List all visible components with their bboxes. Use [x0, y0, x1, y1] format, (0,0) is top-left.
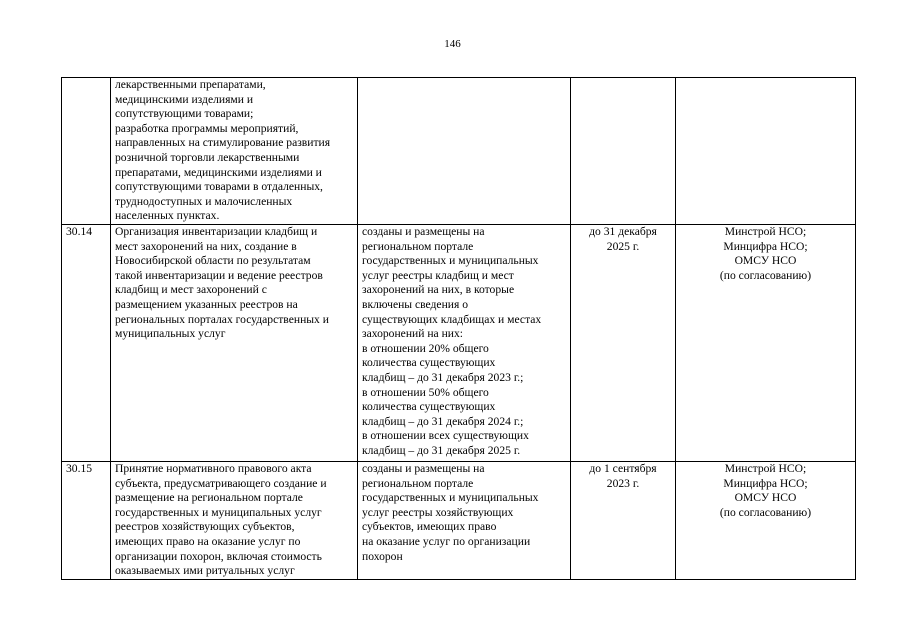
- cell-text-line: реестров хозяйствующих субъектов,: [115, 520, 295, 534]
- cell-text-line: государственных и муниципальных услуг: [115, 505, 322, 519]
- cell-deadline: [571, 225, 676, 462]
- cell-text-line: труднодоступных и малочисленных: [115, 194, 293, 208]
- cell-text-line: ОМСУ НСО: [734, 254, 797, 268]
- cell-text-line: оказываемых ими ритуальных услуг: [115, 564, 295, 578]
- cell-text-line: имеющих право на оказание услуг по: [115, 534, 301, 548]
- cell-text-line: размещением указанных реестров на: [115, 297, 298, 311]
- cell-text-line: услуг реестры кладбищ и мест: [362, 268, 514, 282]
- cell-number: [62, 225, 111, 462]
- cell-action: [111, 225, 358, 462]
- cell-text-line: Минстрой НСО;: [724, 462, 807, 475]
- cell-text-line: региональном портале: [362, 239, 474, 253]
- cell-action: [111, 462, 358, 580]
- cell-text-line: лекарственными препаратами,: [115, 78, 266, 91]
- cell-text-line: до 1 сентября: [589, 462, 657, 475]
- cell-text-line: кладбищ – до 31 декабря 2024 г.;: [362, 414, 524, 428]
- row-number: 30.14: [66, 225, 93, 238]
- cell-text-line: кладбищ – до 31 декабря 2023 г.;: [362, 370, 524, 384]
- cell-text-line: количества существующих: [362, 356, 496, 370]
- cell-text-line: сопутствующими товарами;: [115, 107, 254, 121]
- cell-text-line: в отношении 20% общего: [362, 341, 489, 355]
- cell-text-line: кладбищ – до 31 декабря 2025 г.: [362, 443, 521, 457]
- cell-text-line: разработка программы мероприятий,: [115, 121, 299, 135]
- cell-text-line: направленных на стимулирование развития: [115, 136, 331, 150]
- cell-number: [62, 462, 111, 580]
- cell-text-line: субъекта, предусматривающего создание и: [115, 476, 327, 490]
- cell-text-line: захоронений на них:: [362, 327, 464, 341]
- cell-text-line: созданы и размещены на: [362, 462, 485, 475]
- cell-text-line: Минцифра НСО;: [723, 239, 808, 253]
- cell-text-line: 2025 г.: [606, 239, 640, 253]
- cell-text-line: препаратами, медицинскими изделиями и: [115, 165, 322, 179]
- cell-text-line: захоронений на них, в которые: [362, 283, 515, 297]
- cell-text-line: такой инвентаризации и ведение реестров: [115, 268, 323, 282]
- cell-text-line: (по согласованию): [719, 505, 812, 519]
- cell-text-line: существующих кладбищах и местах: [362, 312, 542, 326]
- cell-text-line: муниципальных услуг: [115, 327, 226, 341]
- cell-deadline: [571, 78, 676, 225]
- cell-result: [358, 225, 571, 462]
- cell-text-line: кладбищ и мест захоронений с: [115, 283, 267, 297]
- cell-text-line: включены сведения о: [362, 297, 469, 311]
- cell-text-line: созданы и размещены на: [362, 225, 485, 238]
- cell-text-line: мест захоронений на них, создание в: [115, 239, 297, 253]
- cell-text-line: государственных и муниципальных: [362, 491, 539, 505]
- cell-action: [111, 78, 358, 225]
- cell-text-line: Организация инвентаризации кладбищ и: [115, 225, 318, 238]
- cell-text-line: организации похорон, включая стоимость: [115, 549, 322, 563]
- cell-text-line: государственных и муниципальных: [362, 254, 539, 268]
- cell-text-line: количества существующих: [362, 400, 496, 414]
- cell-text-line: сопутствующими товарами в отдаленных,: [115, 180, 323, 194]
- table-row: [62, 78, 856, 225]
- cell-deadline: [571, 462, 676, 580]
- cell-responsible: [676, 225, 856, 462]
- cell-number: [62, 78, 111, 225]
- cell-text-line: в отношении 50% общего: [362, 385, 489, 399]
- cell-text-line: региональном портале: [362, 476, 474, 490]
- cell-text-line: медицинскими изделиями и: [115, 92, 254, 106]
- cell-result: [358, 462, 571, 580]
- cell-text-line: ОМСУ НСО: [734, 491, 797, 505]
- cell-text-line: региональных порталах государственных и: [115, 312, 329, 326]
- cell-text-line: в отношении всех существующих: [362, 429, 529, 443]
- cell-text-line: размещение на региональном портале: [115, 491, 303, 505]
- cell-text-line: услуг реестры хозяйствующих: [362, 505, 514, 519]
- cell-text-line: Минцифра НСО;: [723, 476, 808, 490]
- measures-table: [61, 77, 856, 580]
- cell-responsible: [676, 78, 856, 225]
- cell-text-line: Минстрой НСО;: [724, 225, 807, 238]
- cell-text-line: 2023 г.: [606, 476, 640, 490]
- page-number: 146: [444, 38, 461, 50]
- cell-responsible: [676, 462, 856, 580]
- cell-text-line: Принятие нормативного правового акта: [115, 462, 312, 475]
- cell-text-line: похорон: [362, 549, 403, 563]
- cell-text-line: (по согласованию): [719, 268, 812, 282]
- cell-text-line: субъектов, имеющих право: [362, 520, 497, 534]
- table-row: [62, 462, 856, 580]
- table-body: [62, 78, 856, 580]
- cell-text-line: до 31 декабря: [589, 225, 657, 238]
- cell-text-line: Новосибирской области по результатам: [115, 254, 311, 268]
- cell-text-line: розничной торговли лекарственными: [115, 150, 300, 164]
- cell-text-line: на оказание услуг по организации: [362, 534, 531, 548]
- row-number: 30.15: [66, 462, 93, 475]
- cell-text-line: населенных пунктах.: [115, 209, 220, 223]
- cell-result: [358, 78, 571, 225]
- table-row: [62, 225, 856, 462]
